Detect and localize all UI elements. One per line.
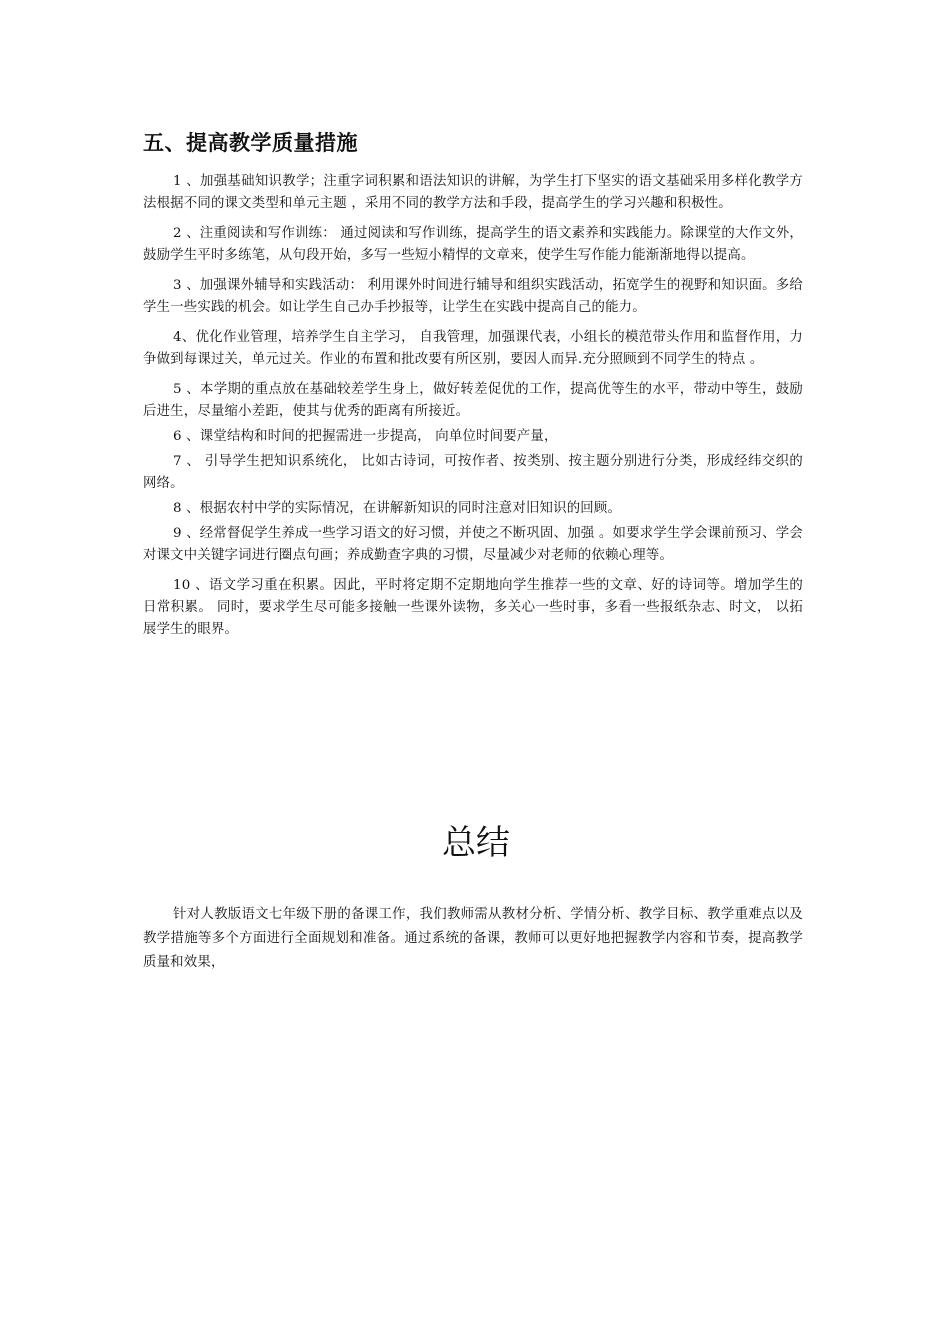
- measure-item-5: 5 、本学期的重点放在基础较差学生身上，做好转差促优的工作，提高优等生的水平，带动中等生，鼓励后进生，尽量缩小差距，使其与优秀的距离有所接近。: [143, 382, 803, 419]
- measure-item-2: 2 、注重阅读和写作训练： 通过阅读和写作训练，提高学生的语文素养和实践能力。除课堂的大作文外，鼓励学生平时多练笔，从句段开始，多写一些短小精悍的文章来，使学生写作能力能渐渐地得以提高。: [143, 226, 803, 263]
- section-heading: 五、提高教学质量措施: [143, 131, 358, 155]
- measure-item-10: 10 、语文学习重在积累。因此，平时将定期不定期地向学生推荐一些的文章、好的诗词等。增加学生的日常积累。 同时，要求学生尽可能多接触一些课外读物，多关心一些时事，多看一些报纸杂志、时文， 以拓展学生的眼界。: [143, 578, 803, 637]
- measure-item-8: 8 、根据农村中学的实际情况，在讲解新知识的同时注意对旧知识的回顾。: [173, 501, 622, 516]
- summary-paragraph: 针对人教版语文七年级下册的备课工作，我们教师需从教材分析、学情分析、教学目标、教学重难点以及教学措施等多个方面进行全面规划和准备。通过系统的备课，教师可以更好地把握教学内容和节奏，提高教学质量和效果，: [143, 907, 803, 970]
- measure-item-4: 4、优化作业管理，培养学生自主学习， 自我管理，加强课代表，小组长的模范带头作用和监督作用，力争做到每课过关，单元过关。作业的布置和批改要有所区别，要因人而异.充分照顾到不同学生的特点 。: [143, 330, 803, 367]
- measure-item-3: 3 、加强课外辅导和实践活动： 利用课外时间进行辅导和组织实践活动，拓宽学生的视野和知识面。多给学生一些实践的机会。如让学生自己办手抄报等，让学生在实践中提高自己的能力。: [143, 278, 803, 315]
- measure-item-9: 9 、经常督促学生养成一些学习语文的好习惯，并使之不断巩固、加强 。如要求学生学会课前预习、学会对课文中关键字词进行圈点句画；养成勤查字典的习惯，尽量减少对老师的依赖心理等。: [143, 526, 803, 563]
- summary-title: 总结: [442, 823, 510, 863]
- measures-list: [143, 171, 803, 641]
- measure-item-1: 1 、加强基础知识教学；注重字词积累和语法知识的讲解，为学生打下坚实的语文基础采用多样化教学方法根据不同的课文类型和单元主题 ，采用不同的教学方法和手段，提高学生的学习兴趣和积极性。: [143, 174, 803, 211]
- measure-item-7: 7 、 引导学生把知识系统化， 比如古诗词，可按作者、按类别、按主题分别进行分类，形成经纬交织的网络。: [143, 454, 803, 491]
- measure-item-6: 6 、课堂结构和时间的把握需进一步提高， 向单位时间要产量，: [173, 429, 558, 444]
